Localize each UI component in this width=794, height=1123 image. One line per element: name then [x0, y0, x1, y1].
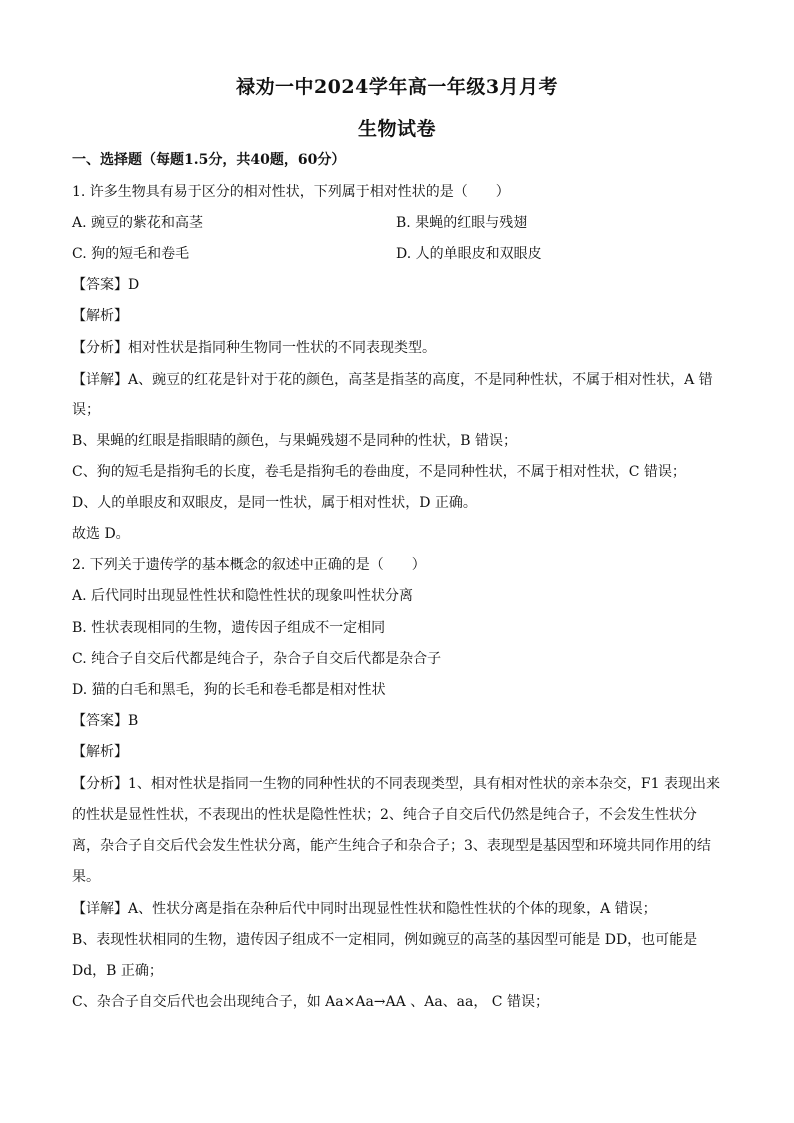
question-2-option-b: B. 性状表现相同的生物，遗传因子组成不一定相同	[72, 620, 386, 636]
question-1-option-b: B. 果蝇的红眼与残翅	[396, 215, 528, 231]
question-2-analysis-tag: 【解析】	[72, 744, 128, 760]
question-1-option-d: D. 人的单眼皮和双眼皮	[396, 246, 542, 262]
question-1-option-c: C. 狗的短毛和卷毛	[72, 246, 190, 262]
question-2-analysis-3: 离，杂合子自交后代会发生性状分离，能产生纯合子和杂合子；3、表现型是基因型和环境共同作用的结	[72, 838, 711, 854]
question-2-detail-b: B、表现性状相同的生物，遗传因子组成不一定相同，例如豌豆的高茎的基因型可能是 DD，也可能是	[72, 932, 698, 948]
question-1-detail-c: C、狗的短毛是指狗毛的长度，卷毛是指狗毛的卷曲度，不是同种性状，不属于相对性状，C 错误；	[72, 464, 686, 480]
question-1-detail-b: B、果蝇的红眼是指眼睛的颜色，与果蝇残翅不是同种的性状，B 错误；	[72, 433, 518, 449]
question-1-detail-d: D、人的单眼皮和双眼皮，是同一性状，属于相对性状，D 正确。	[72, 495, 477, 511]
question-2-detail-b-cont: Dd，B 正确；	[72, 963, 163, 979]
question-2-analysis-2: 的性状是显性性状，不表现出的性状是隐性性状；2、纯合子自交后代仍然是纯合子，不会发生性状分	[72, 807, 697, 823]
question-2-detail-a: 【详解】A、性状分离是指在杂种后代中同时出现显性性状和隐性性状的个体的现象，A 错误；	[72, 901, 657, 917]
exam-subtitle: 生物试卷	[357, 118, 436, 140]
question-1-option-a: A. 豌豆的紫花和高茎	[72, 215, 204, 231]
question-2-answer: 【答案】B	[72, 713, 139, 729]
section-heading: 一、选择题（每题1.5分，共40题，60分）	[72, 152, 346, 168]
question-2-option-c: C. 纯合子自交后代都是纯合子，杂合子自交后代都是杂合子	[72, 651, 442, 667]
question-2-option-a: A. 后代同时出现显性性状和隐性性状的现象叫性状分离	[72, 588, 414, 604]
question-1-analysis: 【分析】相对性状是指同种生物同一性状的不同表现类型。	[72, 340, 436, 356]
question-1-conclusion: 故选 D。	[72, 526, 130, 542]
question-1-stem: 1. 许多生物具有易于区分的相对性状，下列属于相对性状的是（ ）	[72, 184, 510, 200]
question-2-stem: 2. 下列关于遗传学的基本概念的叙述中正确的是（ ）	[72, 557, 426, 573]
exam-title: 禄劝一中2024学年高一年级3月月考	[235, 76, 559, 98]
question-2-analysis-1: 【分析】1、相对性状是指同一生物的同种性状的不同表现类型，具有相对性状的亲本杂交，F1 表现出来	[72, 776, 720, 792]
question-2-detail-c: C、杂合子自交后代也会出现纯合子，如 Aa×Aa→AA 、Aa、aa， C 错误；	[72, 994, 549, 1010]
question-1-answer: 【答案】D	[72, 277, 140, 293]
question-1-analysis-tag: 【解析】	[72, 308, 128, 324]
question-1-detail-a-cont: 误；	[72, 402, 100, 418]
question-2-analysis-4: 果。	[72, 869, 100, 885]
question-2-option-d: D. 猫的白毛和黑毛，狗的长毛和卷毛都是相对性状	[72, 682, 386, 698]
question-1-detail-a: 【详解】A、豌豆的红花是针对于花的颜色，高茎是指茎的高度，不是同种性状，不属于相对性状，A 错	[72, 372, 713, 388]
